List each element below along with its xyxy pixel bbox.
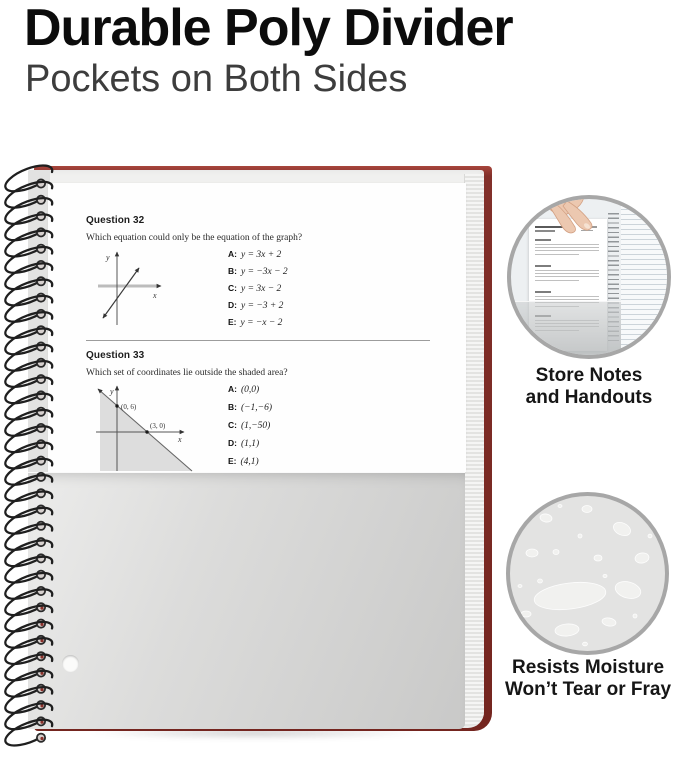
answer-option: C: (1,−50) bbox=[228, 420, 271, 431]
worksheet-paper bbox=[48, 183, 466, 472]
notebook-paper-bg bbox=[621, 205, 669, 351]
notebook bbox=[8, 163, 504, 755]
page-title: Durable Poly Divider bbox=[24, 0, 513, 57]
answer-option: C: y = 3x − 2 bbox=[228, 283, 282, 294]
point-label-0-6: (0, 6) bbox=[121, 403, 137, 411]
point-3-0 bbox=[145, 430, 148, 433]
x-axis-label: x bbox=[178, 435, 182, 444]
document-text-line bbox=[535, 273, 599, 274]
question-32-heading: Question 32 bbox=[86, 215, 145, 226]
answer-option: A: (0,0) bbox=[228, 384, 260, 395]
point-0-6 bbox=[115, 404, 118, 407]
answer-option: D: (1,1) bbox=[228, 438, 260, 449]
x-axis-label: x bbox=[153, 291, 157, 300]
document-text-line bbox=[535, 299, 599, 300]
document-text-line bbox=[535, 296, 599, 297]
document-text-line bbox=[535, 265, 551, 267]
question-33-prompt: Which set of coordinates lie outside the shaded area? bbox=[86, 368, 288, 378]
spiral-binding bbox=[0, 164, 62, 748]
page-edge bbox=[464, 174, 484, 726]
question-33-graph bbox=[92, 382, 194, 472]
document-text-line bbox=[535, 280, 579, 281]
answer-option: A: y = 3x + 2 bbox=[228, 249, 282, 260]
thumb-hole bbox=[62, 655, 79, 672]
answer-option: E: (4,1) bbox=[228, 456, 259, 467]
mini-pocket-overlay bbox=[513, 301, 621, 359]
document-text-line bbox=[535, 250, 599, 251]
plotted-line bbox=[103, 268, 139, 318]
hand-inserting-paper bbox=[537, 197, 611, 243]
document-text-line bbox=[535, 270, 599, 271]
document-text-line bbox=[535, 254, 579, 255]
document-text-line bbox=[535, 291, 551, 293]
document-text-line bbox=[535, 276, 599, 277]
y-axis-label: y bbox=[110, 387, 114, 396]
callout-moisture-photo bbox=[506, 492, 669, 655]
callout-store-notes-caption: Store Notes and Handouts bbox=[525, 365, 653, 408]
divider-pocket bbox=[28, 472, 465, 729]
document-text-line bbox=[535, 244, 599, 245]
question-33-heading: Question 33 bbox=[86, 350, 145, 361]
question-separator bbox=[86, 340, 430, 341]
callout-store-notes-photo bbox=[507, 195, 671, 359]
document-text-line bbox=[535, 247, 599, 248]
answer-option: B: y = −3x − 2 bbox=[228, 266, 288, 277]
water-droplets bbox=[510, 496, 665, 651]
answer-option: B: (−1,−6) bbox=[228, 402, 273, 413]
point-label-3-0: (3, 0) bbox=[150, 422, 166, 430]
page-subtitle: Pockets on Both Sides bbox=[25, 58, 408, 100]
question-32-prompt: Which equation could only be the equation of the graph? bbox=[86, 233, 303, 243]
answer-option: E: y = −x − 2 bbox=[228, 317, 283, 328]
y-axis-label: y bbox=[106, 253, 110, 262]
callout-moisture-caption: Resists Moisture Won’t Tear or Fray bbox=[504, 657, 672, 700]
answer-option: D: y = −3 + 2 bbox=[228, 300, 284, 311]
question-32-graph bbox=[90, 247, 170, 333]
